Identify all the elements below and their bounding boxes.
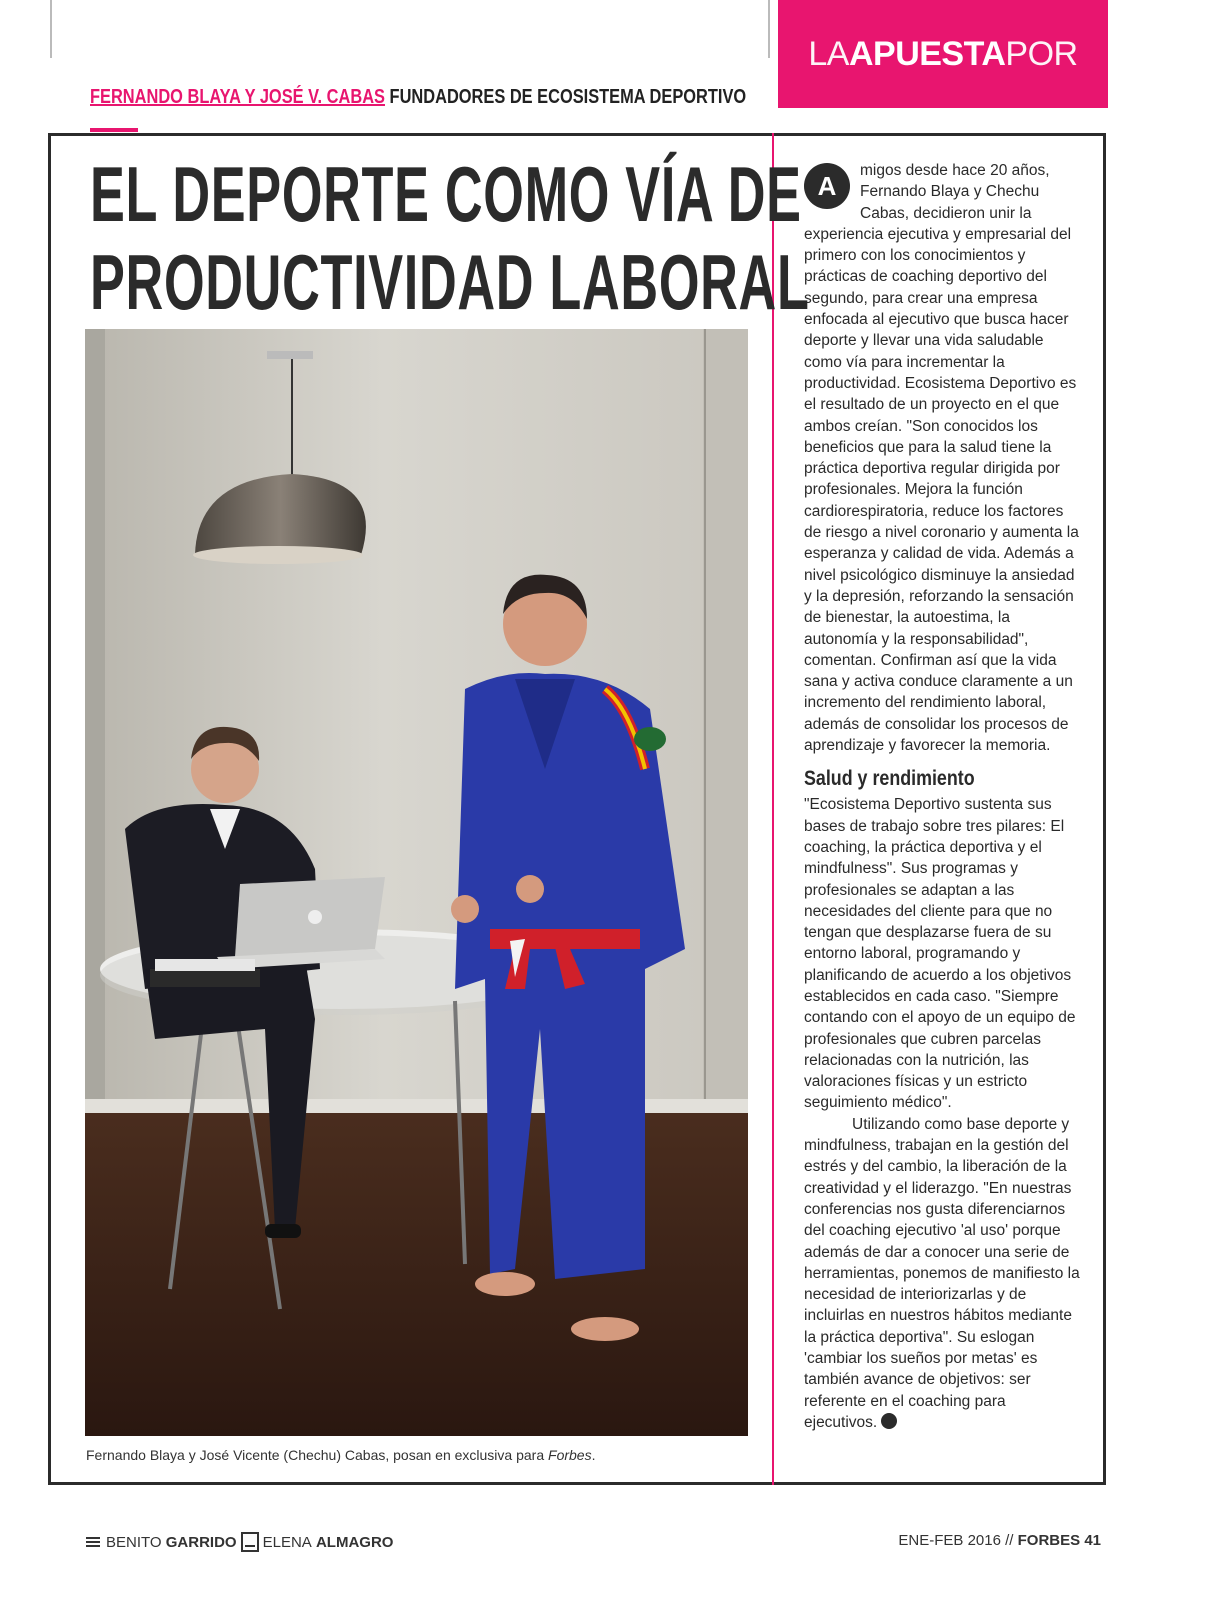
caption-main: Fernando Blaya y José Vicente (Chechu) Cabas, posan en exclusiva para [86, 1447, 549, 1463]
headline-line-1: EL DEPORTE COMO VÍA DE [90, 150, 802, 238]
end-mark-icon [881, 1413, 897, 1429]
frame-bottom-border [48, 1482, 1106, 1485]
headline-line-2: PRODUCTIVIDAD LABORAL [90, 238, 810, 326]
frame-top-border [48, 133, 1106, 136]
paragraph-3-text: Utilizando como base deporte y mindfulness, trabajan en la gestión del estrés y del cambio, la liberación de la creatividad y el liderazgo. "En nuestras conferencias nos gusta diferenciarnos del coaching ejecutivo 'al uso' porque además de dar a conocer una serie de herramientas, ponemos de manifiesto la necesidad de interiorizarlas y de incluirlas en nuestros hábitos mediante la práctica deportiva". Su eslogan 'cambiar los sueños por metas' es también avance de objetivos: ser referente en el coaching para ejecutivos. [804, 1115, 1080, 1431]
kicker-role: FUNDADORES DE ECOSISTEMA DEPORTIVO [389, 86, 747, 108]
section-tab-part2: APUESTA [848, 34, 1006, 73]
writer-last-name: GARRIDO [165, 1533, 237, 1551]
top-rule-right [768, 0, 770, 58]
column-divider [772, 133, 774, 1485]
frame-right-border [1103, 133, 1106, 1485]
photo-caption [86, 1447, 595, 1463]
section-tab-part1: LA [808, 34, 849, 73]
kicker [90, 86, 746, 109]
section-tab [778, 0, 1108, 108]
issue-date: ENE-FEB 2016 // [898, 1532, 1014, 1549]
section-tab-part3: POR [1005, 34, 1078, 73]
frame-left-border [48, 133, 51, 1485]
photographer-last-name: ALMAGRO [315, 1533, 394, 1551]
photo-illustration [85, 329, 748, 1436]
kicker-names: FERNANDO BLAYA Y JOSÉ V. CABAS [90, 86, 385, 108]
paragraph-1-text: migos desde hace 20 años, Fernando Blaya y Chechu Cabas, decidieron unir la experiencia ejecutiva y empresarial del primero con los conocimientos y prácticas de coaching deportivo del segundo, para crear una empresa enfocada al ejecutivo que busca hacer deporte y llevar una vida saludable como vía para incrementar la productividad. Ecosistema Deportivo es el resultado de un proyecto en el que ambos creían. "Son conocidos los beneficios que para la salud tiene la práctica deportiva regular dirigida por profesionales. Mejora la función cardiorespiratoria, reduce los factores de riesgo a nivel coronario y aumenta la esperanza y calidad de vida. Además a nivel psicológico disminuye la ansiedad y la depresión, reforzando la sensación de bienestar, la autoestima, la autonomía y la responsabilidad", comentan. Confirman así que la vida sana y activa conduce claramente a un incremento del rendimiento laboral, además de consolidar los procesos de aprendizaje y favorecer la memoria. [804, 162, 1079, 755]
drop-cap: A [804, 163, 850, 209]
photographer-first-name: ELENA [262, 1533, 312, 1551]
page-number: FORBES 41 [1017, 1532, 1101, 1549]
caption-italic: Forbes [548, 1447, 592, 1463]
top-rule-left [50, 0, 52, 58]
article-body [804, 160, 1080, 1433]
folio [898, 1532, 1101, 1549]
subheading: Salud y rendimiento [804, 767, 975, 791]
article-photo [85, 329, 748, 1436]
paragraph-3 [804, 1114, 1080, 1433]
paragraph-1 [804, 160, 1080, 756]
caption-end: . [591, 1447, 596, 1463]
headline [90, 150, 810, 326]
kicker-accent-bar [90, 128, 138, 132]
paragraph-2: "Ecosistema Deportivo sustenta sus bases de trabajo sobre tres pilares: El coaching, la práctica deportiva y el mindfulness". Sus programas y profesionales se adaptan a las necesidades del cliente para que no tengan que desplazarse fuera de su entorno laboral, programando y planificando de acuerdo a los objetivos establecidos en cada caso. "Siempre contando con el apoyo de un equipo de profesionales que cubren parcelas relacionadas con la nutrición, las valoraciones físicas y un estricto seguimiento médico". [804, 796, 1076, 1112]
credits [86, 1532, 393, 1552]
writer-icon [86, 1535, 100, 1549]
photographer-icon [241, 1532, 259, 1552]
writer-first-name: BENITO [106, 1533, 162, 1551]
